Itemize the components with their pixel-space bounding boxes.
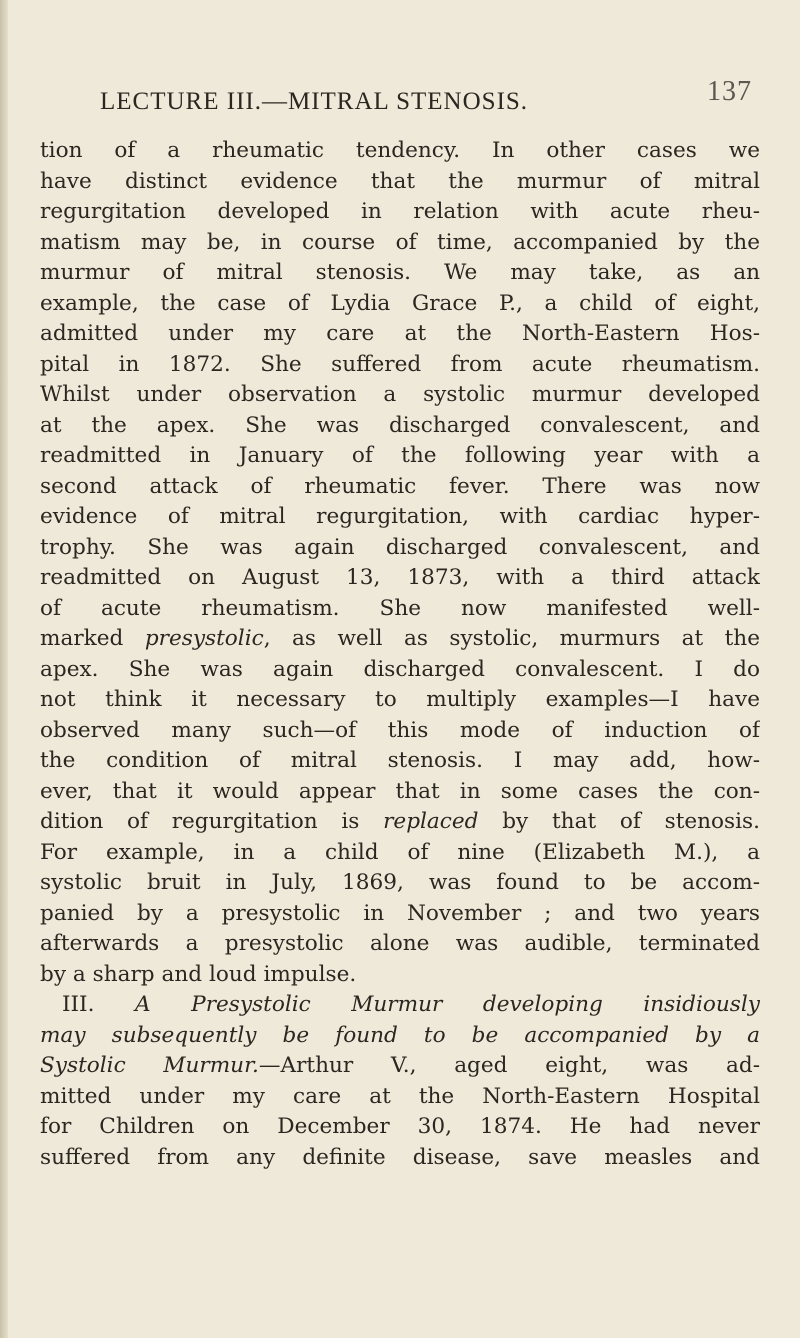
text-line-12: second attack of rheumatic fever. There was now xyxy=(40,473,760,499)
running-head xyxy=(40,76,760,124)
text-line-32: mitted under my care at the North-Eastern Hospital xyxy=(40,1083,760,1109)
text-line-33: for Children on December 30, 1874. He had never xyxy=(40,1114,760,1139)
page-number: 137 xyxy=(707,76,752,107)
text-line-17: marked presystolic, as well as systolic, murmurs at the xyxy=(40,626,760,651)
text-line-22: ever, that it would appear that in some cases the con- xyxy=(40,778,760,804)
text-line-5: murmur of mitral stenosis. We may take, as an xyxy=(40,260,760,285)
text-line-18: apex. She was again discharged convalescent. I do xyxy=(40,656,760,682)
text-line-19: not think it necessary to multiply examples—I have xyxy=(40,687,760,712)
text-line-9: Whilst under observation a systolic murmur developed xyxy=(40,382,760,407)
text-line-21: the condition of mitral stenosis. I may add, how- xyxy=(40,748,760,773)
text-line-25: systolic bruit in July, 1869, was found to be accom- xyxy=(40,870,760,895)
text-line-14: trophy. She was again discharged convalescent, and xyxy=(40,534,760,560)
text-line-2: have distinct evidence that the murmur of mitral xyxy=(40,168,760,194)
italic-term-replaced: replaced xyxy=(383,809,479,834)
text-line-28: by a sharp and loud impulse. xyxy=(40,961,357,987)
section-heading-line-1: III. A Presystolic Murmur developing insidiously xyxy=(62,992,760,1017)
section-heading-line-2 xyxy=(40,1021,760,1052)
text-line-10: at the apex. She was discharged convalescent, and xyxy=(40,412,760,438)
book-page xyxy=(40,76,760,1173)
text-line-3: regurgitation developed in relation with acute rheu- xyxy=(40,199,760,224)
section-heading-italic-3: Systolic Murmur. xyxy=(40,1053,259,1078)
page-edge xyxy=(0,0,8,1338)
text-line-20: observed many such—of this mode of induction of xyxy=(40,717,760,743)
text-line-26: panied by a presystolic in November ; and two years xyxy=(40,900,760,926)
text-line-7: admitted under my care at the North-Eastern Hos- xyxy=(40,321,760,346)
text-line-24: For example, in a child of nine (Elizabeth M.), a xyxy=(40,839,760,865)
section-heading-line-3: Systolic Murmur.—Arthur V., aged eight, was ad- xyxy=(40,1053,760,1078)
text-line-15: readmitted on August 13, 1873, with a third attack xyxy=(40,565,760,590)
text-line-11: readmitted in January of the following year with a xyxy=(40,443,760,468)
text-line-8: pital in 1872. She suffered from acute rheumatism. xyxy=(40,351,760,377)
body-text xyxy=(40,136,760,1173)
text-line-27: afterwards a presystolic alone was audible, terminated xyxy=(40,931,760,956)
text-line-34: suffered from any definite disease, save measles and xyxy=(40,1144,760,1170)
running-title: LECTURE III.—MITRAL STENOSIS. xyxy=(100,88,529,115)
text-line-23: dition of regurgitation is replaced by that of stenosis. xyxy=(40,809,760,834)
section-heading-italic-2: may subsequently be found to be accompanied by a xyxy=(40,1022,760,1048)
text-line-4: matism may be, in course of time, accompanied by the xyxy=(40,229,760,255)
italic-term-presystolic: presystolic xyxy=(144,626,264,651)
text-line-1: tion of a rheumatic tendency. In other cases we xyxy=(40,138,760,163)
text-line-16: of acute rheumatism. She now manifested well- xyxy=(40,595,760,621)
text-line-13: evidence of mitral regurgitation, with cardiac hyper- xyxy=(40,504,760,529)
text-line-6: example, the case of Lydia Grace P., a child of eight, xyxy=(40,290,760,316)
section-heading-italic-1: A Presystolic Murmur developing insidiously xyxy=(135,992,760,1017)
